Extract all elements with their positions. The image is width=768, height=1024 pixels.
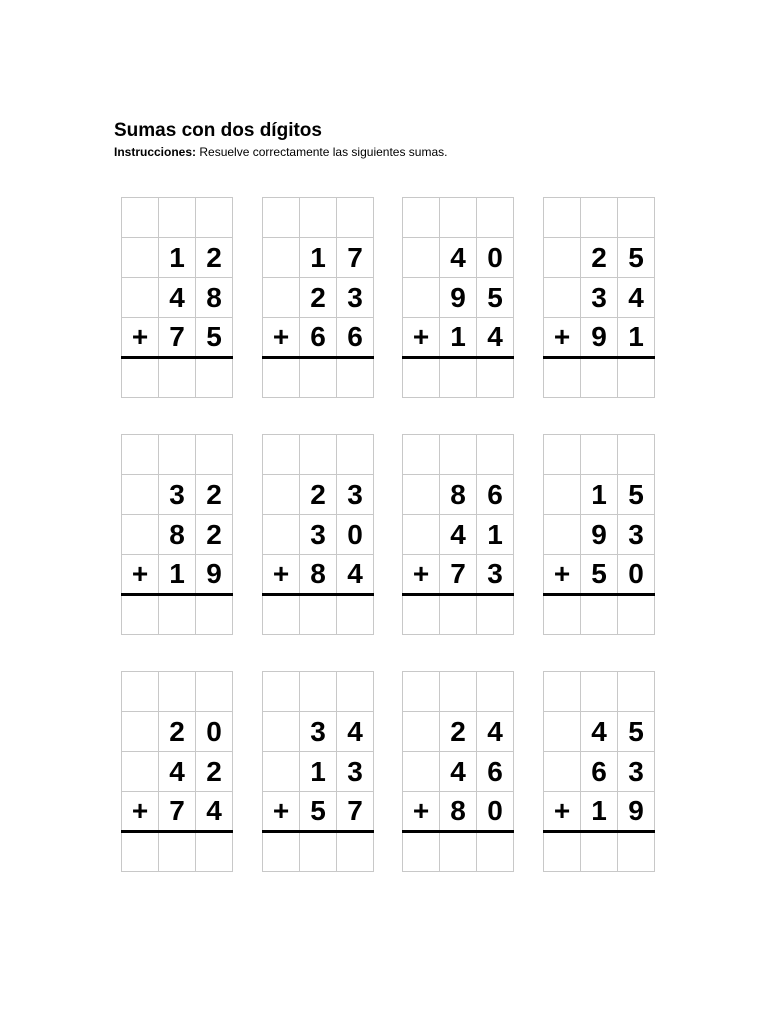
empty-cell[interactable]: [440, 672, 477, 712]
digit-cell: 3: [477, 555, 514, 595]
digit-cell: 6: [477, 475, 514, 515]
empty-cell[interactable]: [196, 672, 233, 712]
digit-cell: 8: [159, 515, 196, 555]
empty-cell[interactable]: [263, 435, 300, 475]
digit-cell: 4: [440, 515, 477, 555]
answer-cell[interactable]: [544, 832, 581, 872]
answer-row: [403, 595, 514, 635]
empty-cell[interactable]: [122, 435, 159, 475]
addend-row: [263, 238, 374, 278]
addend-row: [403, 712, 514, 752]
addend-row: [263, 318, 374, 358]
digit-cell: 3: [618, 752, 655, 792]
empty-cell[interactable]: [477, 672, 514, 712]
addend-row: [122, 238, 233, 278]
addend-row: [403, 752, 514, 792]
addend-row: [122, 792, 233, 832]
answer-cell[interactable]: [122, 595, 159, 635]
empty-cell[interactable]: [263, 198, 300, 238]
digit-cell: 1: [477, 515, 514, 555]
digit-cell: 3: [159, 475, 196, 515]
empty-cell[interactable]: [159, 672, 196, 712]
answer-row: [263, 595, 374, 635]
digit-cell: 1: [618, 318, 655, 358]
carry-row: [544, 672, 655, 712]
answer-cell[interactable]: [403, 358, 440, 398]
digit-cell: 4: [618, 278, 655, 318]
answer-cell[interactable]: [337, 595, 374, 635]
answer-row: [544, 832, 655, 872]
digit-cell: 9: [581, 515, 618, 555]
digit-cell: 0: [337, 515, 374, 555]
digit-cell: 0: [477, 238, 514, 278]
addend-row: [263, 278, 374, 318]
digit-cell: 3: [300, 515, 337, 555]
answer-cell[interactable]: [337, 832, 374, 872]
addend-row: [403, 238, 514, 278]
digit-cell: 7: [337, 238, 374, 278]
digit-cell: 4: [440, 238, 477, 278]
digit-cell: 6: [581, 752, 618, 792]
addend-row: [122, 712, 233, 752]
addend-row: [403, 475, 514, 515]
empty-cell: [122, 475, 159, 515]
empty-cell[interactable]: [544, 198, 581, 238]
empty-cell[interactable]: [337, 198, 374, 238]
empty-cell[interactable]: [263, 672, 300, 712]
answer-cell[interactable]: [440, 832, 477, 872]
digit-cell: 5: [477, 278, 514, 318]
empty-cell: [544, 515, 581, 555]
answer-cell[interactable]: [196, 595, 233, 635]
digit-cell: 2: [196, 515, 233, 555]
digit-cell: 9: [440, 278, 477, 318]
plus-sign: +: [122, 555, 159, 595]
addend-row: [544, 238, 655, 278]
answer-cell[interactable]: [122, 358, 159, 398]
carry-row: [122, 435, 233, 475]
empty-cell[interactable]: [122, 672, 159, 712]
digit-cell: 4: [337, 555, 374, 595]
carry-row: [544, 198, 655, 238]
digit-cell: 5: [300, 792, 337, 832]
empty-cell[interactable]: [440, 198, 477, 238]
digit-cell: 4: [196, 792, 233, 832]
answer-cell[interactable]: [263, 832, 300, 872]
digit-cell: 0: [196, 712, 233, 752]
empty-cell[interactable]: [477, 435, 514, 475]
answer-cell[interactable]: [300, 595, 337, 635]
addend-row: [544, 515, 655, 555]
addend-row: [263, 792, 374, 832]
plus-sign: +: [403, 318, 440, 358]
answer-row: [544, 595, 655, 635]
digit-cell: 5: [618, 238, 655, 278]
answer-row: [403, 832, 514, 872]
digit-cell: 3: [337, 278, 374, 318]
carry-row: [263, 435, 374, 475]
empty-cell: [544, 475, 581, 515]
answer-cell[interactable]: [159, 595, 196, 635]
empty-cell[interactable]: [159, 198, 196, 238]
digit-cell: 4: [477, 712, 514, 752]
empty-cell[interactable]: [581, 435, 618, 475]
addend-row: [544, 278, 655, 318]
digit-cell: 5: [618, 712, 655, 752]
digit-cell: 8: [440, 792, 477, 832]
plus-sign: +: [403, 555, 440, 595]
answer-cell[interactable]: [477, 358, 514, 398]
digit-cell: 6: [300, 318, 337, 358]
empty-cell: [544, 752, 581, 792]
plus-sign: +: [544, 792, 581, 832]
carry-row: [403, 435, 514, 475]
empty-cell: [544, 278, 581, 318]
addend-row: [263, 555, 374, 595]
answer-cell[interactable]: [263, 358, 300, 398]
digit-cell: 3: [581, 278, 618, 318]
empty-cell[interactable]: [300, 435, 337, 475]
carry-row: [544, 435, 655, 475]
digit-cell: 1: [159, 555, 196, 595]
digit-cell: 3: [618, 515, 655, 555]
carry-row: [403, 672, 514, 712]
carry-row: [122, 672, 233, 712]
carry-row: [263, 672, 374, 712]
addend-row: [122, 752, 233, 792]
addend-row: [403, 278, 514, 318]
addend-row: [403, 555, 514, 595]
answer-row: [122, 595, 233, 635]
empty-cell: [122, 712, 159, 752]
answer-cell[interactable]: [263, 595, 300, 635]
addend-row: [544, 792, 655, 832]
addition-problem: [543, 671, 655, 872]
answer-cell[interactable]: [544, 358, 581, 398]
empty-cell: [122, 752, 159, 792]
addition-problem: [402, 197, 514, 398]
empty-cell: [263, 238, 300, 278]
digit-cell: 1: [581, 792, 618, 832]
digit-cell: 7: [159, 318, 196, 358]
addition-problem: [121, 671, 233, 872]
addend-row: [544, 752, 655, 792]
digit-cell: 5: [196, 318, 233, 358]
empty-cell[interactable]: [477, 198, 514, 238]
empty-cell: [403, 712, 440, 752]
empty-cell[interactable]: [122, 198, 159, 238]
digit-cell: 2: [196, 475, 233, 515]
addend-row: [122, 555, 233, 595]
digit-cell: 9: [618, 792, 655, 832]
answer-cell[interactable]: [403, 832, 440, 872]
addition-problem: [262, 434, 374, 635]
empty-cell: [403, 238, 440, 278]
empty-cell[interactable]: [196, 198, 233, 238]
digit-cell: 2: [440, 712, 477, 752]
answer-cell[interactable]: [300, 832, 337, 872]
digit-cell: 7: [440, 555, 477, 595]
answer-cell[interactable]: [196, 832, 233, 872]
instructions: [114, 145, 447, 159]
digit-cell: 8: [196, 278, 233, 318]
empty-cell[interactable]: [440, 435, 477, 475]
addend-row: [122, 278, 233, 318]
digit-cell: 6: [337, 318, 374, 358]
answer-cell[interactable]: [581, 595, 618, 635]
digit-cell: 2: [196, 752, 233, 792]
addend-row: [263, 712, 374, 752]
carry-row: [122, 198, 233, 238]
answer-row: [263, 832, 374, 872]
empty-cell[interactable]: [196, 435, 233, 475]
empty-cell[interactable]: [337, 672, 374, 712]
answer-cell[interactable]: [440, 358, 477, 398]
answer-cell[interactable]: [440, 595, 477, 635]
addend-row: [544, 475, 655, 515]
digit-cell: 3: [337, 475, 374, 515]
answer-cell[interactable]: [581, 358, 618, 398]
empty-cell: [263, 712, 300, 752]
addend-row: [544, 712, 655, 752]
addition-problem: [543, 434, 655, 635]
answer-cell[interactable]: [300, 358, 337, 398]
plus-sign: +: [263, 318, 300, 358]
digit-cell: 0: [618, 555, 655, 595]
empty-cell: [403, 515, 440, 555]
digit-cell: 5: [581, 555, 618, 595]
empty-cell: [544, 712, 581, 752]
empty-cell[interactable]: [618, 435, 655, 475]
digit-cell: 4: [477, 318, 514, 358]
answer-cell[interactable]: [159, 358, 196, 398]
empty-cell: [263, 475, 300, 515]
answer-cell[interactable]: [159, 832, 196, 872]
addend-row: [403, 792, 514, 832]
addend-row: [122, 475, 233, 515]
digit-cell: 7: [337, 792, 374, 832]
empty-cell[interactable]: [159, 435, 196, 475]
digit-cell: 1: [440, 318, 477, 358]
page-title: Sumas con dos dígitos: [114, 120, 322, 141]
digit-cell: 9: [196, 555, 233, 595]
answer-cell[interactable]: [618, 595, 655, 635]
addition-problem: [262, 671, 374, 872]
empty-cell: [403, 475, 440, 515]
answer-cell[interactable]: [403, 595, 440, 635]
digit-cell: 1: [300, 752, 337, 792]
empty-cell: [263, 515, 300, 555]
digit-cell: 8: [300, 555, 337, 595]
plus-sign: +: [403, 792, 440, 832]
addend-row: [122, 318, 233, 358]
addition-problem: [543, 197, 655, 398]
addend-row: [403, 515, 514, 555]
answer-cell[interactable]: [122, 832, 159, 872]
digit-cell: 9: [581, 318, 618, 358]
instructions-label: Instrucciones:: [114, 145, 197, 159]
digit-cell: 0: [477, 792, 514, 832]
answer-cell[interactable]: [337, 358, 374, 398]
digit-cell: 2: [300, 278, 337, 318]
addend-row: [263, 515, 374, 555]
digit-cell: 4: [337, 712, 374, 752]
answer-row: [263, 358, 374, 398]
digit-cell: 3: [337, 752, 374, 792]
digit-cell: 1: [159, 238, 196, 278]
addend-row: [403, 318, 514, 358]
addend-row: [263, 475, 374, 515]
answer-row: [544, 358, 655, 398]
digit-cell: 4: [581, 712, 618, 752]
empty-cell: [544, 238, 581, 278]
answer-cell[interactable]: [618, 832, 655, 872]
empty-cell: [263, 278, 300, 318]
digit-cell: 6: [477, 752, 514, 792]
digit-cell: 2: [159, 712, 196, 752]
plus-sign: +: [263, 792, 300, 832]
answer-cell[interactable]: [544, 595, 581, 635]
digit-cell: 1: [300, 238, 337, 278]
digit-cell: 8: [440, 475, 477, 515]
addition-problem: [402, 434, 514, 635]
empty-cell[interactable]: [544, 435, 581, 475]
empty-cell[interactable]: [618, 198, 655, 238]
answer-cell[interactable]: [196, 358, 233, 398]
addition-problem: [121, 197, 233, 398]
digit-cell: 2: [300, 475, 337, 515]
empty-cell[interactable]: [300, 672, 337, 712]
addend-row: [544, 318, 655, 358]
carry-row: [403, 198, 514, 238]
digit-cell: 2: [196, 238, 233, 278]
empty-cell: [403, 752, 440, 792]
digit-cell: 4: [159, 278, 196, 318]
empty-cell: [403, 278, 440, 318]
empty-cell[interactable]: [403, 435, 440, 475]
instructions-text: Resuelve correctamente las siguientes sumas.: [196, 145, 448, 159]
plus-sign: +: [122, 318, 159, 358]
plus-sign: +: [544, 318, 581, 358]
answer-row: [122, 832, 233, 872]
empty-cell[interactable]: [618, 672, 655, 712]
digit-cell: 7: [159, 792, 196, 832]
digit-cell: 4: [159, 752, 196, 792]
answer-cell[interactable]: [477, 832, 514, 872]
empty-cell[interactable]: [403, 672, 440, 712]
addend-row: [122, 515, 233, 555]
plus-sign: +: [263, 555, 300, 595]
empty-cell[interactable]: [581, 198, 618, 238]
addition-problem: [402, 671, 514, 872]
empty-cell[interactable]: [300, 198, 337, 238]
empty-cell[interactable]: [544, 672, 581, 712]
digit-cell: 3: [300, 712, 337, 752]
empty-cell[interactable]: [581, 672, 618, 712]
addend-row: [544, 555, 655, 595]
answer-cell[interactable]: [581, 832, 618, 872]
answer-cell[interactable]: [618, 358, 655, 398]
empty-cell: [263, 752, 300, 792]
digit-cell: 1: [581, 475, 618, 515]
empty-cell: [122, 515, 159, 555]
plus-sign: +: [122, 792, 159, 832]
addend-row: [263, 752, 374, 792]
addition-problem: [262, 197, 374, 398]
digit-cell: 4: [440, 752, 477, 792]
addition-problem: [121, 434, 233, 635]
answer-cell[interactable]: [477, 595, 514, 635]
answer-row: [122, 358, 233, 398]
empty-cell[interactable]: [403, 198, 440, 238]
digit-cell: 5: [618, 475, 655, 515]
answer-row: [403, 358, 514, 398]
digit-cell: 2: [581, 238, 618, 278]
plus-sign: +: [544, 555, 581, 595]
empty-cell: [122, 278, 159, 318]
empty-cell: [122, 238, 159, 278]
carry-row: [263, 198, 374, 238]
empty-cell[interactable]: [337, 435, 374, 475]
